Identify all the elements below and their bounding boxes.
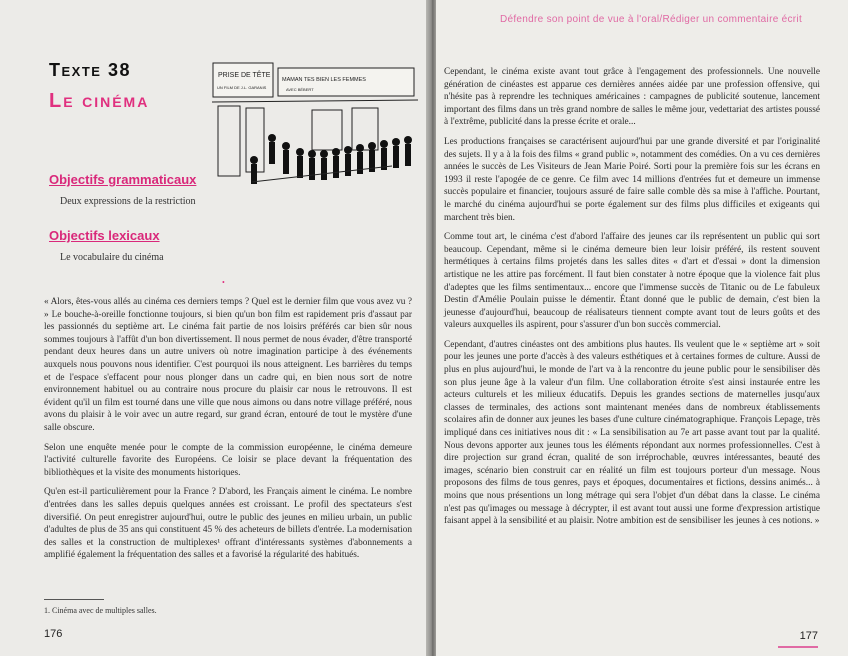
footnote-rule — [44, 599, 104, 600]
running-head: Défendre son point de vue à l'oral/Rédiger un commentaire écrit — [499, 14, 803, 25]
left-paragraph-2: Selon une enquête menée pour le compte de la commission européenne, le cinéma demeure l'activité culturelle favorite des Européens. Ce loisir se place devant la fréquentation des bibliothèques et la visite des monuments historiques. — [44, 442, 412, 478]
right-page — [436, 0, 848, 656]
objectifs-lexicaux-text: Le vocabulaire du cinéma — [60, 252, 164, 263]
right-body-text — [444, 66, 820, 535]
objectifs-grammaticaux-text: Deux expressions de la restriction — [60, 196, 196, 207]
cartoon-sign2-subtext: AVEC BÉBERT — [286, 87, 314, 92]
left-paragraph-1: « Alors, êtes-vous allés au cinéma ces derniers temps ? Quel est le dernier film que vous avez vu ? » Le bouche-à-oreille fonctionne toujours, si bien qu'un bon film est rapidement pris d'assaut par les passionnés du septième art. Le cinéma fait partie de nos loisirs préférés car bien sûr nous sommes toujours à l'affût d'un bon divertissement. Il nous permet de nous évader, d'être transporté pendant deux heures dans un autre univers où notre imagination participe à des événements auxquels nous pouvons nous identifier. C'est pourquoi ils nous atteignent. Les barrières du temps et de l'espace s'effacent pour nous plonger dans un cadre qui, en bien nous sort de notre environnement habituel ou au contraire nous procure du plaisir car nous le retrouvons. Il est évident qu'il un film est tourné dans une ville que nous aimons ou dans notre village préféré, nous avons du plaisir à le voir avec un autre regard, sur grand écran, entouré de tout le mystère d'une salle obscure. — [44, 297, 412, 433]
right-paragraph-1: Cependant, le cinéma existe avant tout grâce à l'engagement des professionnels. Une nouvelle génération de cinéastes est apparue ces dernières années aidée par une profession offensive, qui n'hésite pas à reprendre les techniques américaines : campagnes de publicité soutenue, lancement important des films dans un très grand nombre de salles le même jour, vedettariat des artistes poussé à l'extrême, publicité dans la presse écrite et orale... — [444, 67, 820, 128]
cartoon-sign1-text: PRISE DE TÊTE — [218, 72, 271, 79]
right-paragraph-3: Comme tout art, le cinéma c'est d'abord l'affaire des jeunes car ils représentent un public qui sort beaucoup. Cependant, même si le cinéma demeure bien leur loisir préféré, ils restent souvent hermétiques à certains films projetés dans les salles dites « d'art et d'essai » dont la dimension artistique ne les attire pas forcément. Il faut bien constater à notre époque que la violence fait plus d'adeptes que les films sentimentaux... encore que l'immense succès de Titanic ou de Le fabuleux Destin d'Amélie Poulain puisse le démentir. Étant donné que le public de demain, c'est bien la jeunesse d'aujourd'hui, beaucoup de réalisateurs tiennent compte avant tout de leurs goûts et des valeurs auxquelles ils aspirent, pour s'assurer d'un bon succès commercial. — [444, 232, 820, 331]
cartoon-sign1-subtext: UN FILM DE J.L. GARANIS — [217, 85, 267, 90]
decorative-mark: • — [222, 278, 225, 287]
cartoon-sign2-text: MAMAN TES BIEN LES FEMMES — [282, 77, 366, 83]
left-paragraph-3: Qu'en est-il particulièrement pour la France ? D'abord, les Français aiment le cinéma. Le nombre d'entrées dans les salles depuis quelques années est croissant. Le profil des spectateurs s'est diversifié. On peut enregistrer aujourd'hui, outre le public des jeunes en milieu urbain, un public d'adultes de plus de 35 ans qui constituent 45 % des acheteurs de billets d'entrée. La modernisation des salles et la construction de multiplexes¹ offrant d'intéressants systèmes d'abonnements a amplifié également la fréquentation des salles et a favorisé la régularité des habitués. — [44, 487, 412, 561]
text-title: Le cinéma — [49, 90, 150, 112]
page-number-right: 177 — [799, 630, 818, 642]
objectifs-lexicaux-heading: Objectifs lexicaux — [49, 228, 160, 243]
folio-underline — [778, 646, 818, 648]
footnote: 1. Cinéma avec de multiples salles. — [44, 606, 157, 615]
text-number-label: Texte 38 — [49, 60, 131, 80]
cinema-queue-cartoon — [212, 62, 418, 190]
page-number-left: 176 — [44, 628, 63, 640]
objectifs-grammaticaux-heading: Objectifs grammaticaux — [49, 172, 197, 187]
left-body-text — [44, 296, 412, 569]
right-paragraph-4: Cependant, d'autres cinéastes ont des ambitions plus hautes. Ils veulent que le « septième art » soit pour les jeunes une porte d'accès à des valeurs esthétiques et à certaines formes de culture. Aussi de plus en plus aujourd'hui, le monde de l'art va à la rencontre du jeune public pour le sensibiliser dès son plus jeune âge à la valeur d'un film. Une collaboration étroite s'est ainsi instaurée entre les acteurs culturels et les milieux éducatifs. Depuis les grandes sections de maternelles jusqu'aux classes de terminales, des actions sont maintenant menées dans de nombreux établissements scolaires afin de donner aux jeunes les bases d'une culture cinématographique. François Lepage, très impliqué dans ces initiatives nous dit : « La sensibilisation au 7e art passe avant tout par la qualité. Nous devons apporter aux jeunes tous les éléments répondant aux normes professionnelles. C'est à dire projection sur grand écran, qualité de son irréprochable, œuvres intéressantes, beauté des images, scénario bien construit car en réalité un film est toujours porteur d'un message. Nous proposons des films de tous genres, pays et époques, documentaires et fictions, dessins animés... à moins que nous présentions un long métrage qui sera l'objet d'un débat dans la classe. Le cinéma n'est pas qu'images ou message à décrypter, il est avant tout aussi une forme d'expression artistique faisant appel à la sensibilité et au plaisir. Notre ambition est de sensibiliser les jeunes à ces notions. » — [444, 339, 820, 527]
right-paragraph-2: Les productions françaises se caractérisent aujourd'hui par une grande diversité et par l'originalité des sujets. Il y a à la fois des films « grand public », notamment des comédies. On a vu ces dernières années le succès de Les Visiteurs de Jean Marie Poiré. Sorti pour la première fois sur les écrans en 1993 il reste l'apogée de ce genre. Ce film avec 14 millions d'entrées fut et demeure un immense succès populaire et financier, toujours assuré de faire salle comble dès sa mise à l'affiche. Pourtant, le marché du cinéma aujourd'hui se porte également sur des films plus difficiles et exigeants qui marchent très bien. — [444, 136, 820, 223]
